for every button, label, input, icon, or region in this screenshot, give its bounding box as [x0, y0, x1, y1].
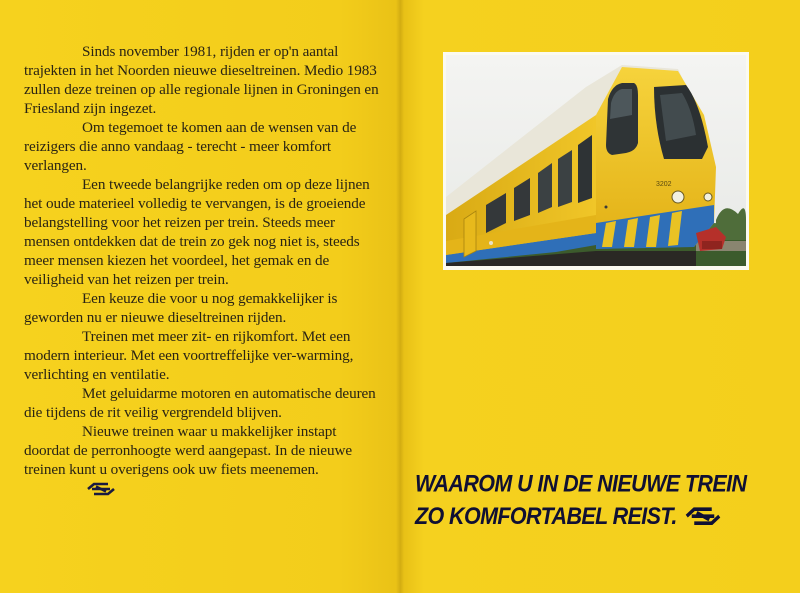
train-photo-frame	[443, 52, 749, 270]
ns-logo-icon	[683, 504, 723, 536]
headline-line-2	[415, 500, 795, 536]
ns-logo-icon	[28, 481, 116, 502]
paragraph: Een keuze die voor u nog gemakkelijker is geworden nu er nieuwe dieseltreinen rijden.	[24, 290, 338, 326]
headline	[415, 468, 795, 536]
paragraph: Sinds november 1981, rijden er op'n aantal trajekten in het Noorden nieuwe dieseltreinen. Medio 1983 zullen deze treinen op alle regionale lijnen in Groningen en Friesland zijn ingezet.	[24, 43, 379, 117]
body-text	[24, 42, 384, 502]
train-photo	[446, 55, 746, 266]
headline-line-1: WAAROM U IN DE NIEUWE TREIN	[415, 470, 747, 498]
svg-text:3202: 3202	[656, 181, 672, 188]
paragraph: Om tegemoet te komen aan de wensen van de reizigers die anno vandaag - terecht - meer komfort verlangen.	[24, 119, 357, 174]
paragraph-text: Nieuwe treinen waar u makkelijker instapt doordat de perronhoogte werd aangepast. In de nieuwe treinen kunt u overigens ook uw fiets meenemen.	[24, 423, 352, 478]
paragraph: Met geluidarme motoren en automatische deuren die tijdens de rit veilig vergrendeld blijven.	[24, 385, 376, 421]
page-fold	[396, 0, 404, 593]
train-illustration	[446, 55, 746, 266]
paragraph: Een tweede belangrijke reden om op deze lijnen het oude materieel volledig te vervangen, is de groeiende belangstelling voor het reizen per trein. Steeds meer mensen ontdekken dat de trein zo gek nog niet is, steeds meer mensen kiezen het voordeel, het gemak en de veiligheid van het reizen per trein.	[24, 176, 370, 288]
paragraph-last	[24, 422, 384, 502]
paragraph: Treinen met meer zit- en rijkomfort. Met een modern interieur. Met een voortreffelijke ver-warming, verlichting en ventilatie.	[24, 328, 354, 383]
headline-line-2-text: ZO KOMFORTABEL REIST.	[415, 502, 677, 530]
